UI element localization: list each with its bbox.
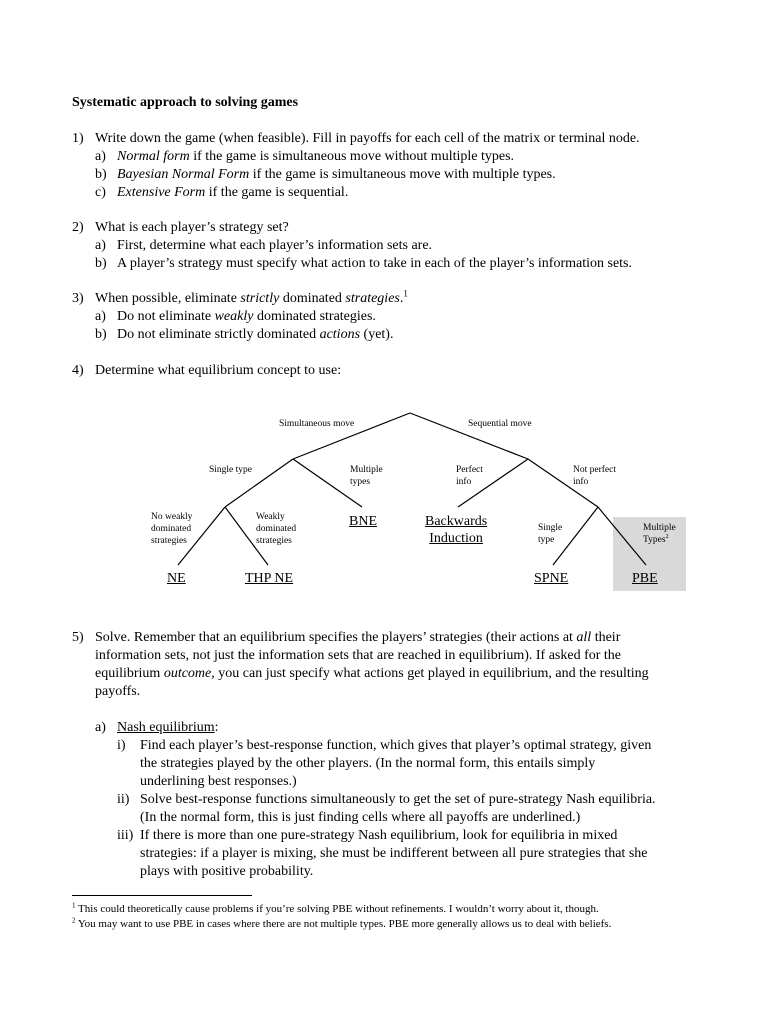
step-5a-i-marker: i) [117, 738, 126, 753]
node-pbe: PBE [632, 571, 658, 586]
step-1a-text: Normal form if the game is simultaneous move without multiple types. [117, 149, 515, 164]
step-1-number: 1) [72, 131, 84, 146]
step-5-line-1: Solve. Remember that an equilibrium specifies the players’ strategies (their actions at all their [95, 630, 621, 645]
label-perfect-info: Perfect info [456, 465, 483, 487]
step-3b-marker: b) [95, 327, 107, 342]
step-3a-marker: a) [95, 309, 106, 324]
step-5a-iii-line-2: strategies: if a player is mixing, she must be indifferent between all pure strategies that she [140, 846, 648, 861]
step-5a-heading: Nash equilibrium: [117, 720, 219, 735]
step-5a-ii-line-1: Solve best-response functions simultaneously to get the set of pure-strategy Nash equilibria. [140, 792, 656, 807]
step-5a-iii-line-3: plays with positive probability. [140, 864, 314, 879]
step-5-line-3: equilibrium outcome, you can just specify what actions get played in equilibrium, and the resulting [95, 666, 649, 681]
label-single-type: Single type [209, 465, 253, 475]
label-no-weakly-dominated: No weakly dominated strategies [151, 512, 193, 546]
step-5a-marker: a) [95, 720, 106, 735]
footnote-2: $^2$ You may want to use PBE in cases where there are not multiple types. PBE more generally allows us to deal with beliefs. [72, 916, 612, 930]
footnote-ref-1: 1 [403, 288, 408, 299]
node-bne: BNE [349, 514, 377, 529]
label-not-perfect-info: Not perfect info [573, 465, 616, 487]
step-5-line-2: information sets, not just the information sets that are reached in equilibrium). If asked for the [95, 648, 622, 663]
label-weakly-dominated: Weakly dominated strategies [256, 512, 297, 546]
step-4-text: Determine what equilibrium concept to use: [95, 363, 342, 378]
step-3-text: When possible, eliminate strictly dominated strategies.$^1$ [95, 288, 408, 306]
step-2a-text: First, determine what each player’s information sets are. [117, 238, 433, 253]
node-thp-ne: THP NE [245, 571, 294, 586]
step-1-text: Write down the game (when feasible). Fill in payoffs for each cell of the matrix or terminal node. [95, 131, 640, 146]
step-5-line-4: payoffs. [95, 684, 141, 699]
step-1c-text: Extensive Form if the game is sequential. [117, 185, 349, 200]
step-1c-marker: c) [95, 185, 106, 200]
label-single-type-2: Single type [538, 523, 563, 545]
step-5a-iii-line-1: If there is more than one pure-strategy Nash equilibrium, look for equilibria in mixed [140, 828, 618, 843]
step-5a-iii-marker: iii) [117, 828, 134, 843]
step-2-text: What is each player’s strategy set? [95, 220, 289, 235]
footnote-divider [72, 895, 252, 896]
label-multiple-types: Multiple types [350, 465, 383, 487]
step-2b-text: A player’s strategy must specify what action to take in each of the player’s information sets. [117, 256, 633, 271]
step-1a-marker: a) [95, 149, 106, 164]
step-3a-text: Do not eliminate weakly dominated strategies. [117, 309, 376, 324]
page-title: Systematic approach to solving games [72, 95, 299, 110]
step-2-number: 2) [72, 220, 84, 235]
step-5a-i-line-1: Find each player’s best-response function, which gives that player’s optimal strategy, given [140, 738, 652, 753]
step-2a-marker: a) [95, 238, 106, 253]
step-5a-i-line-3: underlining best responses.) [140, 774, 297, 789]
step-1b-marker: b) [95, 167, 107, 182]
node-spne: SPNE [534, 571, 569, 586]
step-3b-text: Do not eliminate strictly dominated actions (yet). [117, 327, 394, 342]
node-ne: NE [167, 571, 186, 586]
step-5a-ii-marker: ii) [117, 792, 130, 807]
step-5a-i-line-2: the strategies played by the other players. (In the normal form, this entails simply [140, 756, 596, 771]
step-1b-text: Bayesian Normal Form if the game is simultaneous move with multiple types. [117, 167, 556, 182]
step-5-number: 5) [72, 630, 84, 645]
label-simultaneous-move: Simultaneous move [279, 419, 355, 429]
step-2b-marker: b) [95, 256, 107, 271]
step-5a-ii-line-2: (In the normal form, this is just finding cells where all payoffs are underlined.) [140, 810, 581, 825]
footnote-1: $^1$ This could theoretically cause problems if you’re solving PBE without refinements. I wouldn’t worry about it, though. [72, 901, 599, 915]
label-sequential-move: Sequential move [468, 419, 532, 429]
node-backwards-induction: Backwards Induction [425, 514, 488, 546]
step-3-number: 3) [72, 291, 84, 306]
step-4-number: 4) [72, 363, 84, 378]
label-multiple-types-2: Multiple Types$^2$ [643, 523, 676, 545]
